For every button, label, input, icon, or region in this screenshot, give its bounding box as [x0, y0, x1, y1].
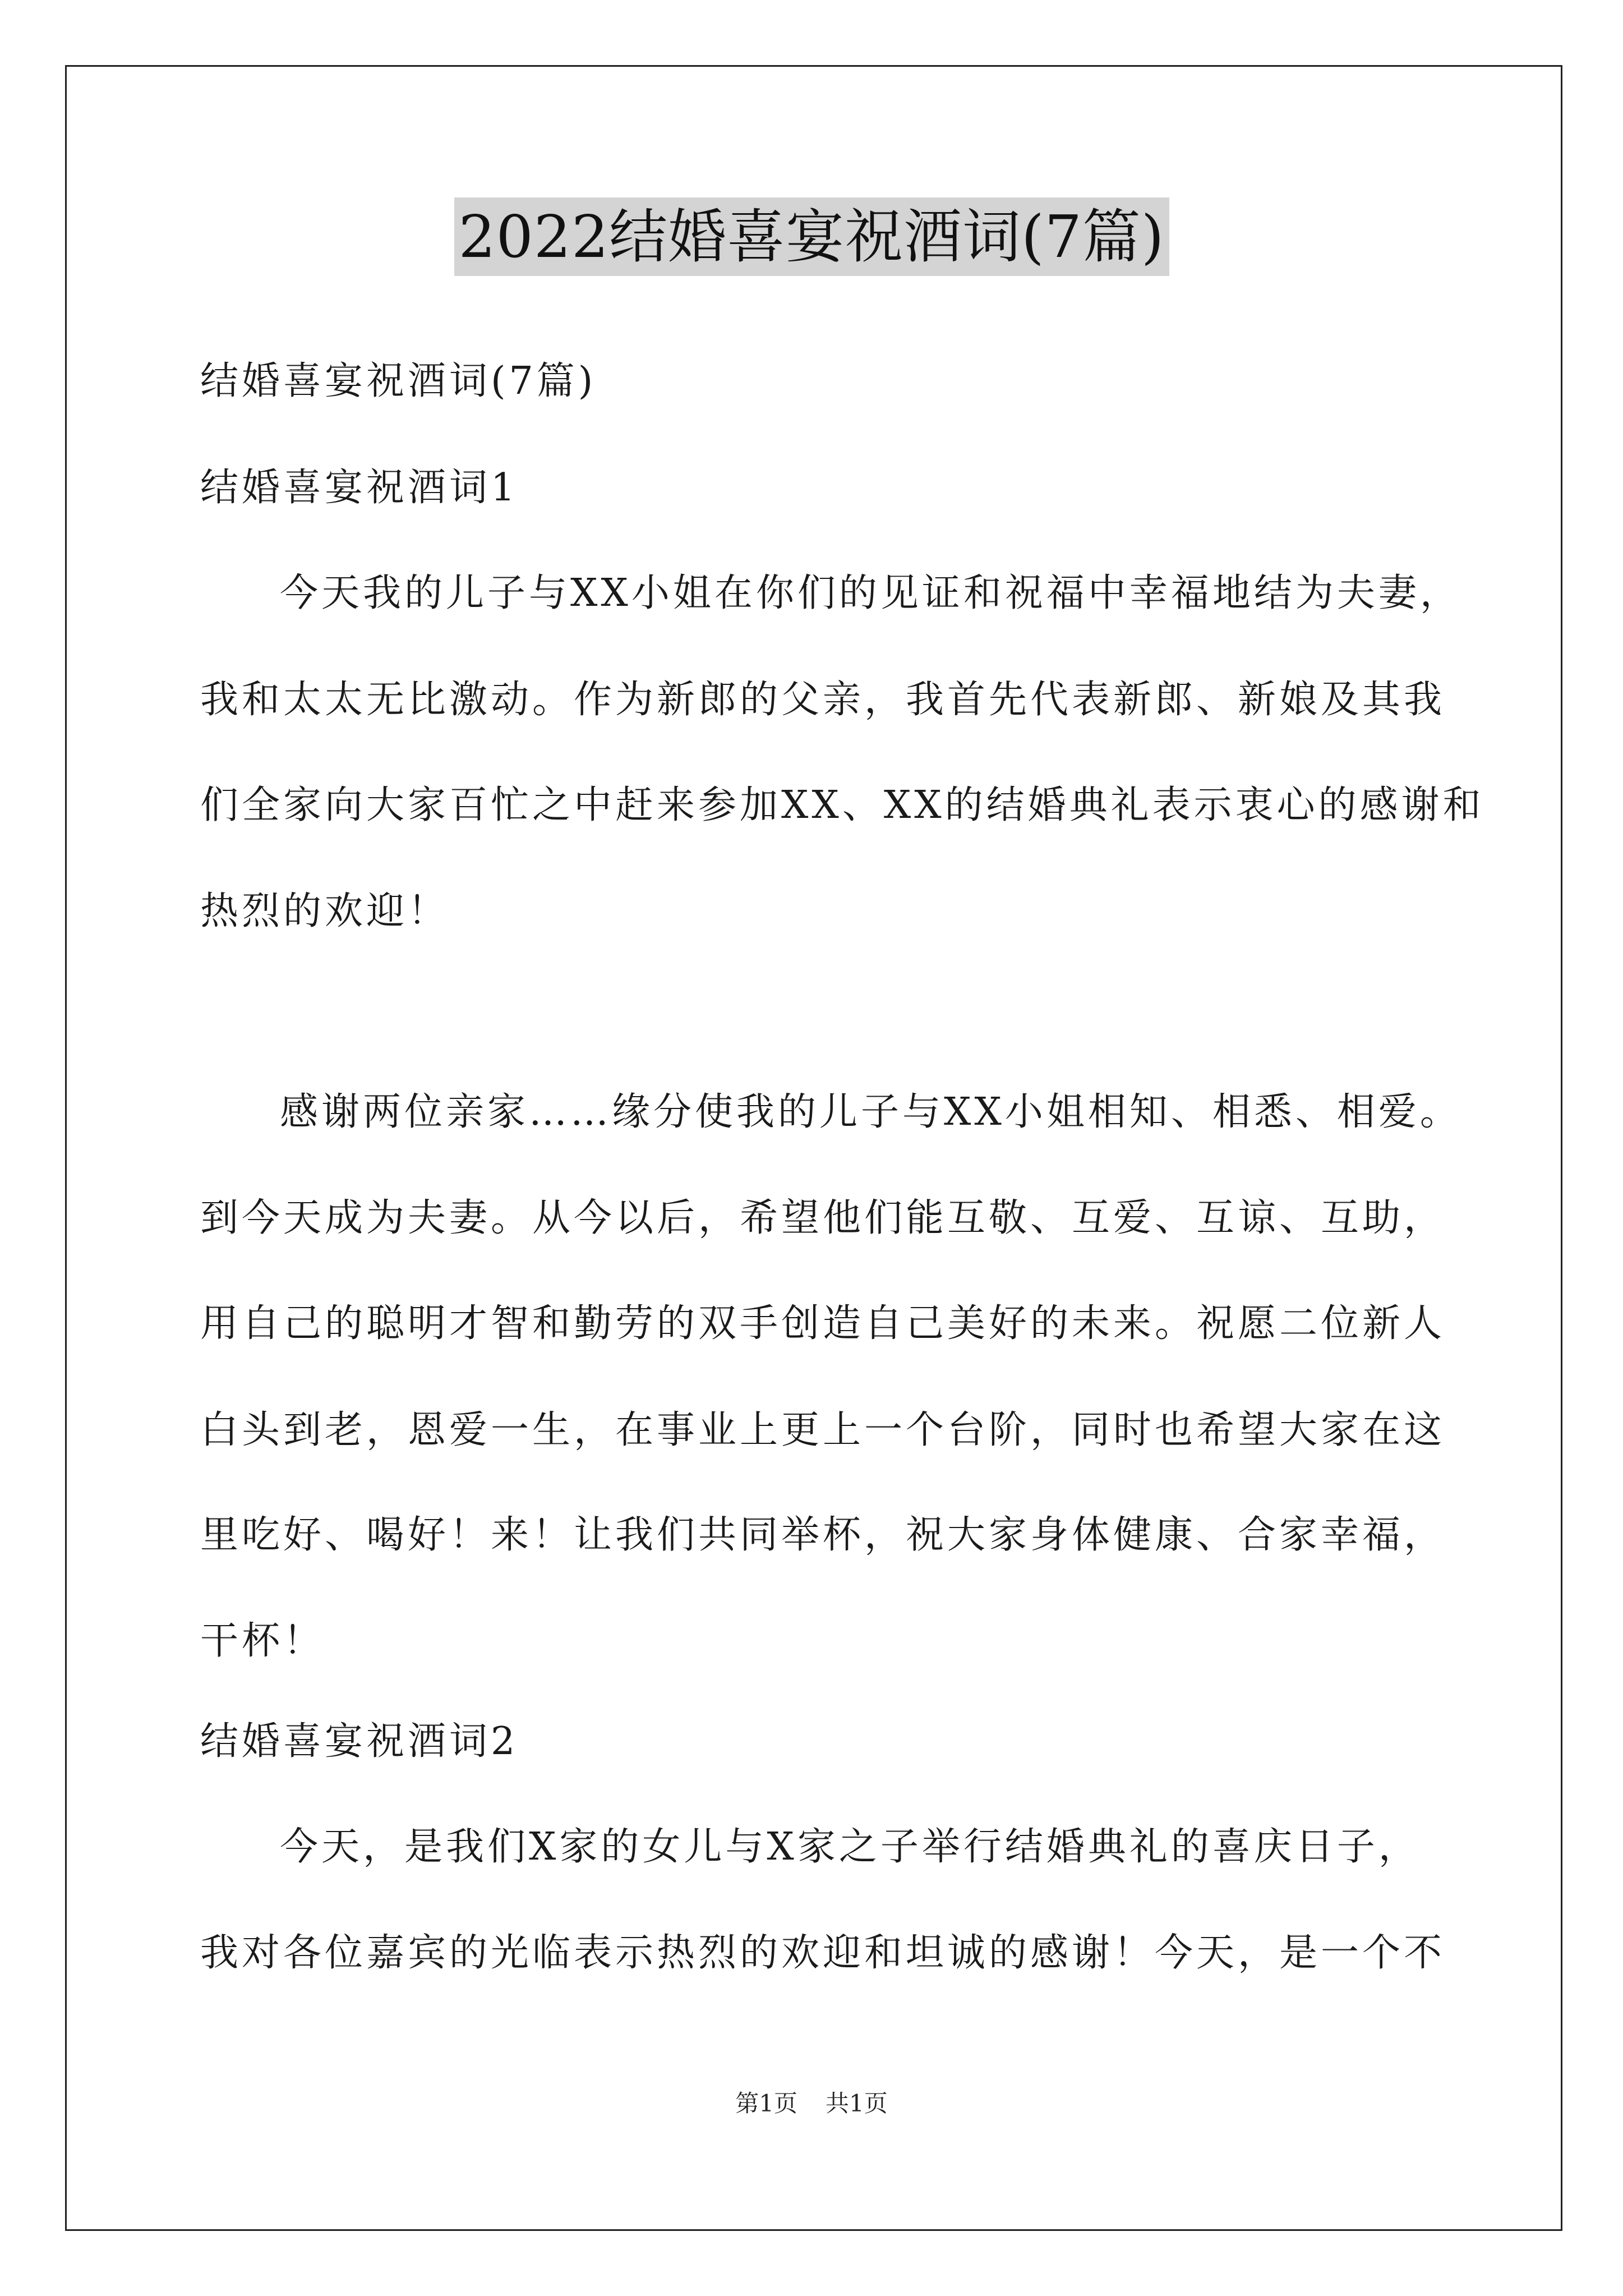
paragraph-line: 里吃好、喝好！来！让我们共同举杯，祝大家身体健康、合家幸福，: [200, 1513, 1446, 1557]
section-heading-1: 结婚喜宴祝酒词1: [200, 466, 519, 510]
paragraph-line: 白头到老，恩爱一生，在事业上更上一个台阶，同时也希望大家在这: [200, 1408, 1446, 1452]
paragraph-line: 们全家向大家百忙之中赶来参加XX、XX的结婚典礼表示衷心的感谢和: [200, 783, 1484, 827]
paragraph-line: 今天，是我们X家的女儿与X家之子举行结婚典礼的喜庆日子，: [280, 1825, 1420, 1869]
title-container: [0, 197, 1623, 276]
paragraph-line: 我对各位嘉宾的光临表示热烈的欢迎和坦诚的感谢！今天，是一个不: [200, 1931, 1446, 1975]
paragraph-line: 感谢两位亲家……缘分使我的儿子与XX小姐相知、相悉、相爱。: [280, 1090, 1461, 1134]
page-number-total: 共1页: [826, 2090, 888, 2117]
document-title: 2022结婚喜宴祝酒词(7篇): [454, 197, 1169, 276]
paragraph-line: 干杯！: [200, 1619, 325, 1663]
paragraph-line: 热烈的欢迎！: [200, 889, 450, 933]
paragraph-line: 用自己的聪明才智和勤劳的双手创造自己美好的未来。祝愿二位新人: [200, 1301, 1446, 1346]
page-number-current: 第1页: [735, 2090, 797, 2117]
page-footer: [0, 2087, 1623, 2120]
paragraph-line: 我和太太无比激动。作为新郎的父亲，我首先代表新郎、新娘及其我: [200, 678, 1446, 722]
paragraph-line: 到今天成为夫妻。从今以后，希望他们能互敬、互爱、互谅、互助，: [200, 1196, 1446, 1240]
section-heading-2: 结婚喜宴祝酒词2: [200, 1719, 519, 1764]
paragraph-line: 今天我的儿子与XX小姐在你们的见证和祝福中幸福地结为夫妻，: [280, 571, 1461, 615]
document-subtitle: 结婚喜宴祝酒词(7篇): [200, 359, 597, 403]
